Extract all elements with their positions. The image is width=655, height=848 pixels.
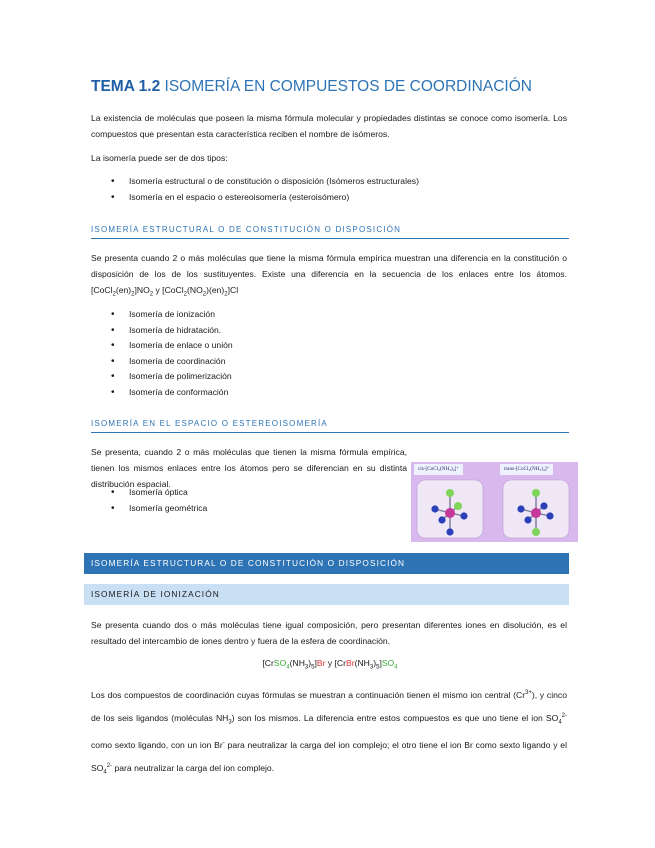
cis-label: cis-[CoCl₂(NH₃)₄]⁺ <box>414 464 463 475</box>
list-item: • Isomería en el espacio o estereoisomería (esteroisómero) <box>91 190 419 206</box>
nitrogen-atom <box>446 528 453 535</box>
ionization-explanation: Los dos compuestos de coordinación cuyas fórmulas se muestran a continuación tienen el mismo ion central $(Cr^{3+})$, y cinco de los seis ligandos (moléculas $NH_3$) son los mismos. La diferencia entre estos compuestos es que uno tiene el ion $SO_4^{2-}$ como sexto ligando, con un ion Br- para neutralizar la carga del ion complejo; el otro tiene el ion Br como sexto ligando y el $SO_4^{2-}$ para neutralizar la carga del ion complejo. <box>91 689 567 776</box>
intro-paragraph: La existencia de moléculas que poseen la misma fórmula molecular y propiedades distintas se conoce como isomería. Los compuestos que presentan esta característica reciben el nombre de isómeros. <box>91 113 567 139</box>
section-heading-structural: ISOMERÍA ESTRUCTURAL O DE CONSTITUCIÓN O DISPOSICIÓN <box>91 225 569 239</box>
nitrogen-atom <box>460 512 467 519</box>
cis-trans-figure <box>411 462 578 542</box>
trans-label: trans-[CoCl₂(NH₃)₄]⁺ <box>500 464 553 475</box>
section-heading-stereo: ISOMERÍA EN EL ESPACIO O ESTEREOISOMERÍA <box>91 419 569 433</box>
molecule-drawing <box>411 476 578 542</box>
list-item: • Isomería de ionización <box>91 307 233 323</box>
types-list <box>91 174 419 205</box>
section-bar-ionization: ISOMERÍA DE IONIZACIÓN <box>84 584 569 605</box>
list-item: • Isomería de coordinación <box>91 354 233 370</box>
nitrogen-atom <box>546 512 553 519</box>
nitrogen-atom <box>438 516 445 523</box>
cobalt-atom <box>531 508 541 518</box>
chlorine-atom <box>454 502 462 510</box>
nitrogen-atom <box>431 505 438 512</box>
types-intro: La isomería puede ser de dos tipos: <box>91 153 228 163</box>
chlorine-atom <box>446 489 454 497</box>
chlorine-atom <box>532 528 540 536</box>
stereo-paragraph: Se presenta, cuando 2 o más moléculas que tienen la misma fórmula empírica, tienen los mismos enlaces entre los átomos pero se diferencian en su distinta distribución espacial. <box>91 447 407 489</box>
nitrogen-atom <box>540 502 547 509</box>
list-item: • Isomería de enlace o unión <box>91 338 233 354</box>
cobalt-atom <box>445 508 455 518</box>
chlorine-atom <box>532 489 540 497</box>
nitrogen-atom <box>524 516 531 523</box>
list-item: • Isomería estructural o de constitución o disposición (Isómeros estructurales) <box>91 174 419 190</box>
structural-types-list <box>91 307 233 401</box>
nitrogen-atom <box>517 505 524 512</box>
list-item: • Isomería de conformación <box>91 385 233 401</box>
ionization-formula: $[CrSO_4(NH_3)_5]Br$ y $[CrBr(NH_3)_5]SO_4$ <box>262 658 398 671</box>
stereo-types-list <box>91 485 207 516</box>
structural-paragraph: Se presenta cuando 2 o más moléculas que tiene la misma fórmula empírica muestran una diferencia en la constitución o disposición de los de los sustituyentes. Existe una diferencia en la secuencia de los enlaces entre los átomos. $[CoCl_2(en)_2]NO_2$ y $[CoCl_2(NO_2)(en)_2]Cl$ <box>91 253 567 298</box>
list-item: • Isomería óptica <box>91 485 207 501</box>
ionization-paragraph: Se presenta cuando dos o más moléculas tiene igual composición, pero presentan diferentes iones en disolución, es el resultado del intercambio de iones dentro y fuera de la esfera de coordinación. <box>91 620 567 646</box>
list-item: • Isomería geométrica <box>91 501 207 517</box>
list-item: • Isomería de polimerización <box>91 369 233 385</box>
page-title: TEMA 1.2 ISOMERÍA EN COMPUESTOS DE COORDINACIÓN <box>91 78 532 95</box>
list-item: • Isomería de hidratación. <box>91 323 233 339</box>
section-bar-structural: ISOMERÍA ESTRUCTURAL O DE CONSTITUCIÓN O DISPOSICIÓN <box>84 553 569 574</box>
